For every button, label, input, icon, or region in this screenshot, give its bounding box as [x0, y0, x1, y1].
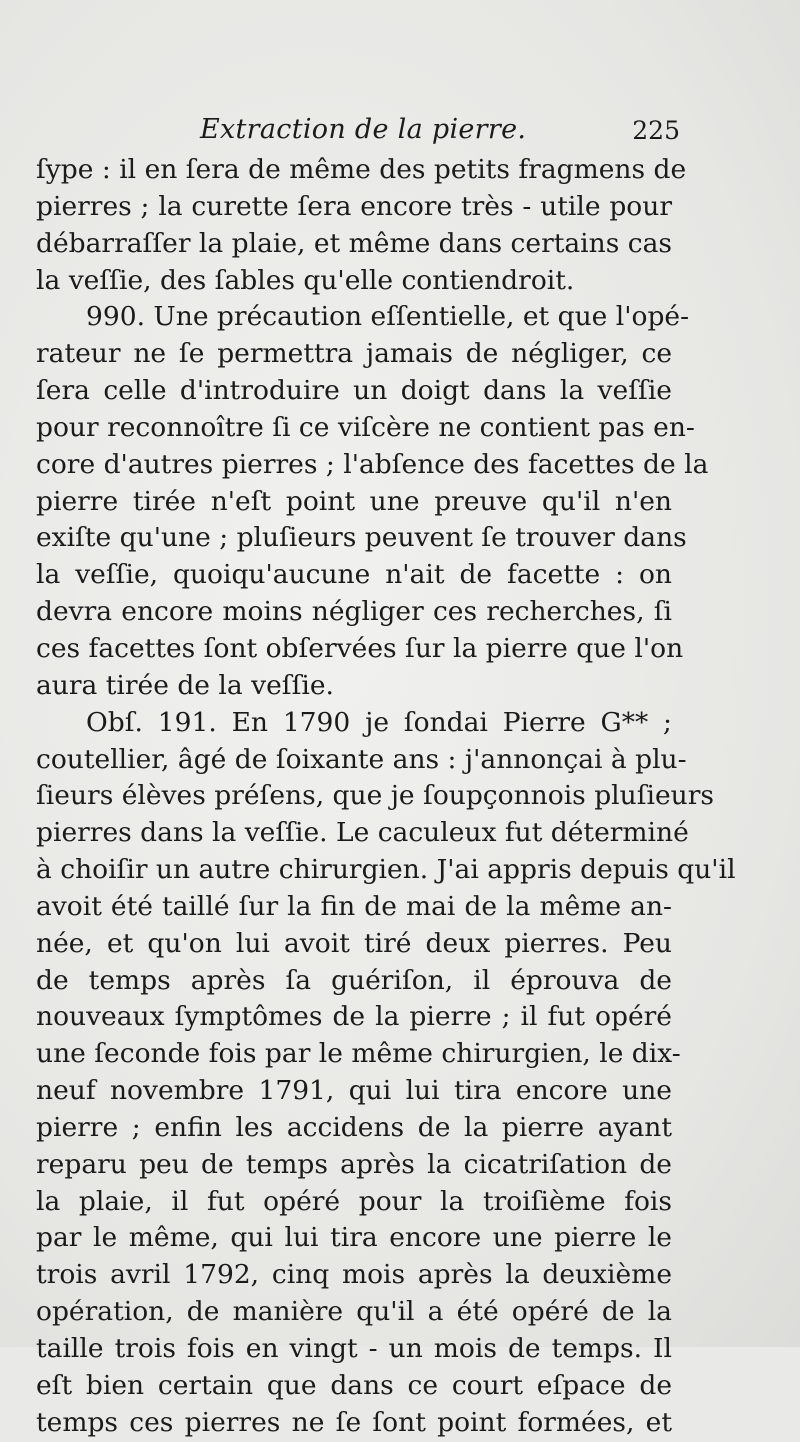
text-line: core d'autres pierres ; l'abſence des facettes de la: [36, 448, 709, 480]
text-line: ces facettes ſont obſervées ſur la pierre que l'on: [36, 632, 684, 664]
text-line: taille trois fois en vingt - un mois de temps. Il: [36, 1333, 672, 1364]
text-line: la plaie, il fut opéré pour la troiſième fois: [36, 1185, 672, 1217]
text-line: de temps après ſa guériſon, il éprouva de: [36, 964, 672, 996]
page-header: [200, 114, 680, 154]
page-number: 225: [632, 116, 680, 145]
text-line: opération, de manière qu'il a été opéré de la: [36, 1296, 672, 1328]
text-line: à choiſir un autre chirurgien. J'ai appris depuis qu'il: [36, 854, 736, 886]
text-line: née, et qu'on lui avoit tiré deux pierres. Peu: [36, 927, 672, 959]
text-line: pierres dans la veſſie. Le caculeux fut déterminé: [36, 817, 689, 849]
text-line: Obſ. 191. En 1790 je ſondai Pierre G** ;: [86, 706, 672, 738]
text-line: ſieurs élèves préſens, que je ſoupçonnois pluſieurs: [36, 780, 715, 812]
text-line: ſype : il en ſera de même des petits fragmens de: [36, 154, 687, 185]
text-line: temps ces pierres ne ſe ſont point formées, et: [36, 1406, 672, 1438]
text-line: pierre ; enfin les accidens de la pierre ayant: [36, 1111, 672, 1143]
text-line: reparu peu de temps après la cicatriſation de: [36, 1148, 672, 1180]
text-line: trois avril 1792, cinq mois après la deuxième: [36, 1259, 672, 1291]
text-line: débarraſſer la plaie, et même dans certains cas: [36, 227, 672, 259]
text-line: la veſſie, quoiqu'aucune n'ait de facette : on: [36, 559, 672, 591]
text-line: nouveaux ſymptômes de la pierre ; il fut opéré: [36, 1001, 672, 1033]
text-line: pierre tirée n'eſt point une preuve qu'il n'en: [36, 485, 672, 517]
text-line: pour reconnoître ſi ce viſcère ne contient pas en-: [36, 411, 695, 443]
text-line: neuf novembre 1791, qui lui tira encore une: [36, 1075, 672, 1107]
text-line: par le même, qui lui tira encore une pierre le: [36, 1222, 672, 1254]
text-line: une ſeconde fois par le même chirurgien, le dix-: [36, 1038, 681, 1070]
body-text: [36, 152, 736, 1442]
text-line: la veſſie, des ſables qu'elle contiendroit.: [36, 264, 575, 296]
text-line: 990. Une précaution eſſentielle, et que l'opé-: [86, 301, 690, 333]
text-line: ſera celle d'introduire un doigt dans la veſſie: [36, 375, 672, 407]
text-line: eſt bien certain que dans ce court eſpace de: [36, 1369, 672, 1401]
text-line: aura tirée de la veſſie.: [36, 669, 334, 701]
text-line: rateur ne ſe permettra jamais de négliger, ce: [36, 338, 672, 370]
running-title: Extraction de la pierre.: [200, 114, 527, 145]
text-line: pierres ; la curette ſera encore très - utile pour: [36, 190, 672, 222]
text-line: devra encore moins négliger ces recherches, ſi: [36, 596, 672, 628]
text-line: avoit été taillé ſur la fin de mai de la même an-: [36, 890, 672, 922]
text-line: exiſte qu'une ; pluſieurs peuvent ſe trouver dans: [36, 522, 687, 554]
text-line: coutellier, âgé de ſoixante ans : j'annonçai à plu-: [36, 743, 687, 775]
